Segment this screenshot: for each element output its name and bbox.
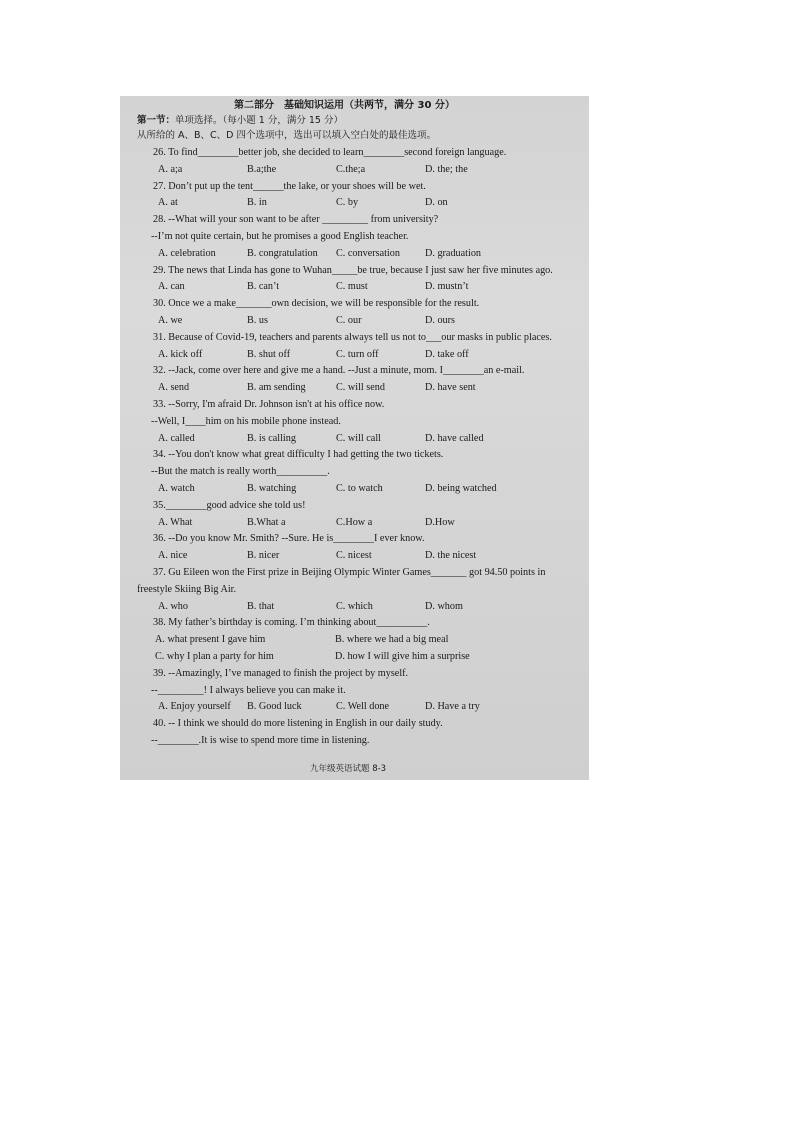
option-b[interactable]: B. where we had a big meal <box>335 634 449 646</box>
question-stem: 33. --Sorry, I'm afraid Dr. Johnson isn't at his office now. <box>153 399 385 410</box>
option-a[interactable]: A. Enjoy yourself <box>158 701 231 713</box>
option-d[interactable]: D. have sent <box>425 382 476 394</box>
option-d[interactable]: D. graduation <box>425 247 482 259</box>
question-stem: 28. --What will your son want to be after _________ from university? <box>153 214 439 226</box>
option-c[interactable]: C.How a <box>336 516 373 528</box>
option-c[interactable]: C. Well done <box>336 701 390 713</box>
option-b[interactable]: B. that <box>247 600 275 612</box>
option-a[interactable]: A. kick off <box>158 348 203 360</box>
section-label: 第一节： <box>137 115 176 126</box>
option-b[interactable]: B. am sending <box>247 382 306 394</box>
option-c[interactable]: C. conversation <box>336 247 400 259</box>
question-stem: 35.________good advice she told us! <box>153 499 306 511</box>
option-d[interactable]: D. on <box>425 197 448 209</box>
option-d[interactable]: D. mustn’t <box>425 281 469 293</box>
section-heading <box>137 114 343 127</box>
option-b[interactable]: B.a;the <box>247 163 277 175</box>
question-line: --I’m not quite certain, but he promises a good English teacher. <box>151 231 409 242</box>
option-b[interactable]: B. us <box>247 315 268 326</box>
option-a[interactable]: A. send <box>158 382 190 394</box>
option-c[interactable]: C. turn off <box>336 348 379 360</box>
option-d[interactable]: D. have called <box>425 432 484 444</box>
question-stem: 30. Once we a make_______own decision, we will be responsible for the result. <box>153 298 480 310</box>
question-stem: 31. Because of Covid-19, teachers and parents always tell us not to___our masks in public places. <box>153 331 552 343</box>
question-stem: 40. -- I think we should do more listening in English in our daily study. <box>153 718 443 730</box>
option-a[interactable]: A. at <box>158 197 178 209</box>
option-d[interactable]: D. the nicest <box>425 550 477 562</box>
section-text: 单项选择。（每小题 1 分，满分 15 分） <box>175 115 343 126</box>
page-footer: 九年级英语试题 8-3 <box>310 764 387 774</box>
option-a[interactable]: A. a;a <box>158 163 183 175</box>
option-b[interactable]: B. watching <box>247 483 297 494</box>
option-a[interactable]: A. celebration <box>158 247 216 259</box>
question-stem: 34. --You don't know what great difficulty I had getting the two tickets. <box>153 449 444 461</box>
question-stem: 37. Gu Eileen won the First prize in Beijing Olympic Winter Games_______ got 94.50 points in <box>153 567 546 578</box>
option-c[interactable]: C. which <box>336 600 373 612</box>
option-c[interactable]: C. nicest <box>336 550 372 562</box>
option-d[interactable]: D. the; the <box>425 163 468 175</box>
option-c[interactable]: C. our <box>336 315 362 326</box>
option-c[interactable]: C. by <box>336 197 359 209</box>
option-b[interactable]: B. nicer <box>247 550 280 562</box>
question-stem: 38. My father’s birthday is coming. I’m thinking about__________. <box>153 617 430 629</box>
option-a[interactable]: A. watch <box>158 483 195 494</box>
option-a[interactable]: A. who <box>158 600 188 612</box>
question-stem: 26. To find________better job, she decided to learn________second foreign language. <box>153 147 507 158</box>
option-a[interactable]: A. we <box>158 315 183 326</box>
question-stem: 29. The news that Linda has gone to Wuhan_____be true, because I just saw her five minutes ago. <box>153 264 553 276</box>
option-c[interactable]: C. why I plan a party for him <box>155 651 274 662</box>
option-b[interactable]: B. is calling <box>247 432 296 444</box>
option-d[interactable]: D. ours <box>425 315 455 326</box>
question-stem: 36. --Do you know Mr. Smith? --Sure. He is________I ever know. <box>153 533 425 545</box>
option-b[interactable]: B. shut off <box>247 348 291 360</box>
option-c[interactable]: C.the;a <box>336 163 366 175</box>
option-c[interactable]: C. will send <box>336 382 385 394</box>
question-line: --Well, I____him on his mobile phone instead. <box>151 415 341 427</box>
option-a[interactable]: A. nice <box>158 550 188 562</box>
option-c[interactable]: C. will call <box>336 432 381 444</box>
question-line: --_________! I always believe you can make it. <box>151 684 346 696</box>
option-d[interactable]: D. being watched <box>425 483 497 494</box>
option-b[interactable]: B. in <box>247 197 267 209</box>
option-d[interactable]: D. Have a try <box>425 701 480 713</box>
option-d[interactable]: D. take off <box>425 348 469 360</box>
question-stem: 39. --Amazingly, I’ve managed to finish the project by myself. <box>153 667 409 679</box>
option-d[interactable]: D.How <box>425 516 455 528</box>
option-b[interactable]: B. Good luck <box>247 701 302 713</box>
question-stem: 32. --Jack, come over here and give me a hand. --Just a minute, mom. I________an e-mail. <box>153 365 525 377</box>
option-a[interactable]: A. What <box>158 516 193 528</box>
question-line: freestyle Skiing Big Air. <box>137 583 237 595</box>
option-b[interactable]: B. can’t <box>247 281 280 293</box>
option-d[interactable]: D. how I will give him a surprise <box>335 651 470 662</box>
question-stem: 27. Don’t put up the tent______the lake, or your shoes will be wet. <box>153 180 426 192</box>
option-a[interactable]: A. what present I gave him <box>155 634 266 646</box>
exam-page <box>120 96 589 780</box>
option-a[interactable]: A. called <box>158 432 195 444</box>
option-d[interactable]: D. whom <box>425 600 463 612</box>
option-c[interactable]: C. to watch <box>336 483 383 494</box>
section-instruction: 从所给的 A、B、C、D 四个选项中，选出可以填入空白处的最佳选项。 <box>137 130 437 141</box>
option-a[interactable]: A. can <box>158 281 185 293</box>
option-b[interactable]: B.What a <box>247 516 286 528</box>
part-title: 第二部分 基础知识运用（共两节，满分 30 分） <box>234 100 455 111</box>
question-line: --But the match is really worth__________. <box>151 466 330 478</box>
question-line: --________.It is wise to spend more time in listening. <box>151 735 370 746</box>
option-b[interactable]: B. congratulation <box>247 247 318 259</box>
option-c[interactable]: C. must <box>336 281 368 293</box>
